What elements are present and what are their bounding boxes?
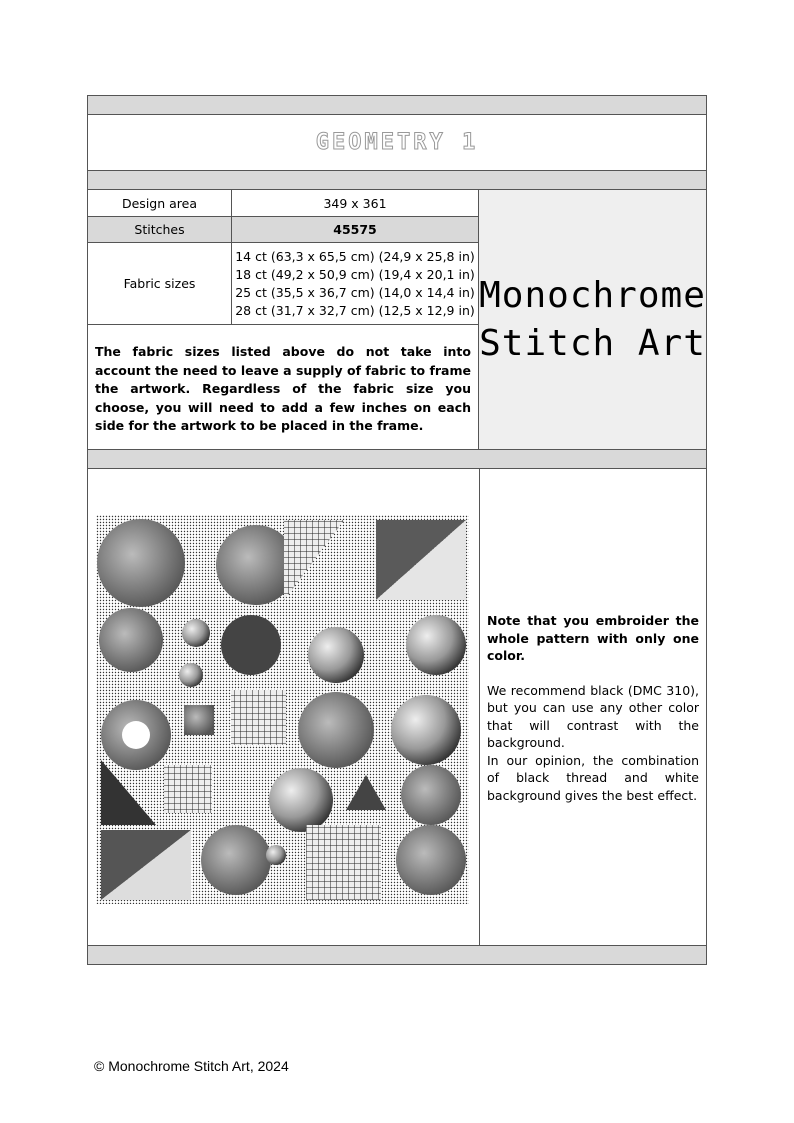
pattern-sheet <box>87 95 707 965</box>
note-bold: Note that you embroider the whole pattern with only one color. <box>487 613 699 663</box>
bottom-bar <box>88 946 706 964</box>
stitches-value: 45575 <box>232 217 479 243</box>
fabric-sizes-label: Fabric sizes <box>88 243 232 325</box>
divider-bar <box>88 450 706 469</box>
divider-bar <box>88 171 706 190</box>
design-area-value: 349 x 361 <box>232 190 479 217</box>
title-row <box>88 115 706 171</box>
note-paragraph-1: We recommend black (DMC 310), but you can use any other color that will contrast with the background. <box>487 682 699 750</box>
pattern-preview-image <box>96 515 469 904</box>
brand-logo <box>479 190 706 449</box>
fabric-size-28: 28 ct (31,7 x 32,7 cm) (12,5 x 12,9 in) <box>235 302 475 318</box>
fabric-size-14: 14 ct (63,3 x 65,5 cm) (24,9 x 25,8 in) <box>235 248 475 264</box>
stitches-label: Stitches <box>88 217 232 243</box>
fabric-sizes-list <box>232 243 479 325</box>
content-area <box>88 469 706 946</box>
note-paragraph-2: In our opinion, the combination of black thread and white background gives the best effect. <box>487 752 699 803</box>
logo-line-1: Monochrome <box>479 274 706 316</box>
design-area-label: Design area <box>88 190 232 217</box>
pattern-title: GEOMETRY 1 <box>315 130 479 155</box>
logo-line-2: Stitch Art <box>479 322 706 364</box>
copyright-footer: © Monochrome Stitch Art, 2024 <box>94 1058 289 1074</box>
fabric-size-25: 25 ct (35,5 x 36,7 cm) (14,0 x 14,4 in) <box>235 284 475 300</box>
embroidery-note <box>479 469 706 945</box>
top-bar <box>88 96 706 115</box>
specs-area <box>88 190 706 450</box>
fabric-size-18: 18 ct (49,2 x 50,9 cm) (19,4 x 20,1 in) <box>235 266 475 282</box>
fabric-note: The fabric sizes listed above do not take into account the need to leave a supply of fabric to frame the artwork. Regardless of the fabric size you choose, you will need to add a few inches on each side for the artwork to be placed in the frame. <box>88 325 479 450</box>
